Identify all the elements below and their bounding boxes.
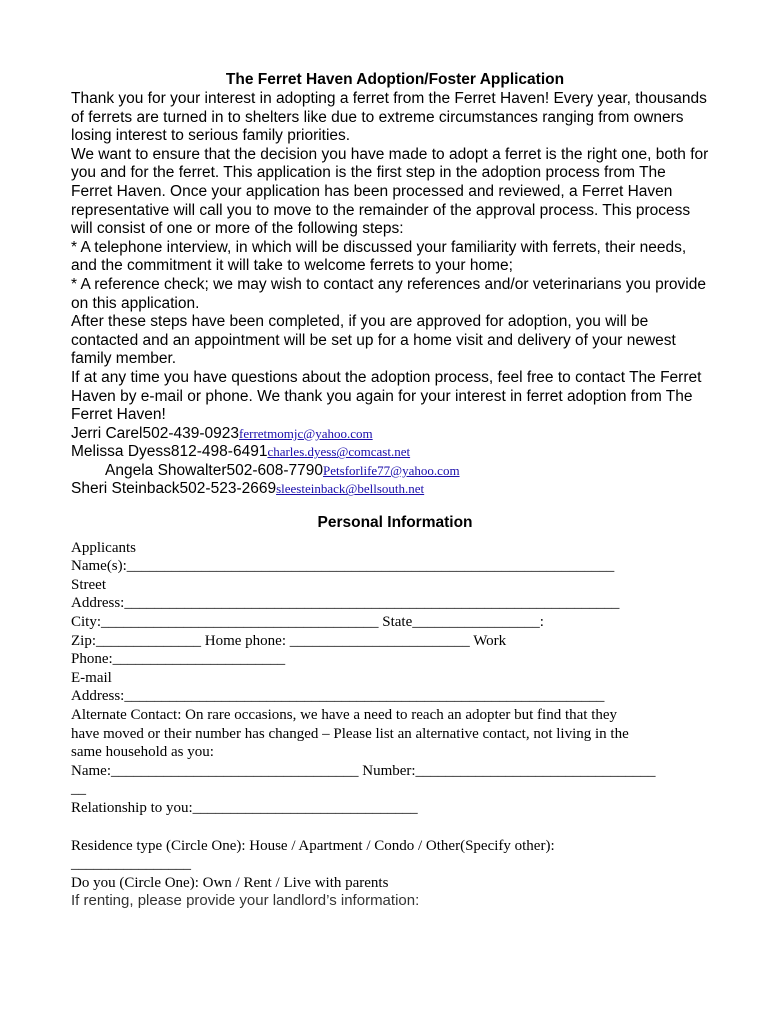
- contact-email-link[interactable]: charles.dyess@comcast.net: [267, 444, 411, 460]
- intro-paragraph-questions: If at any time you have questions about the adoption process, feel free to contact The Ferret Haven by e-mail or phone. We thank you again for your interest in ferret adoption from The Ferret Haven!: [71, 368, 702, 424]
- personal-info-form: [71, 539, 711, 893]
- zip-home-phone-field[interactable]: Zip:______________ Home phone: ________________________ Work: [71, 632, 507, 649]
- email-address-field[interactable]: Address:________________________________________________________________: [71, 688, 605, 705]
- applicants-label: Applicants: [71, 539, 136, 556]
- contact-item: [71, 480, 711, 499]
- contact-name-phone: Angela Showalter502-608-7790: [105, 461, 324, 479]
- contact-name-phone: Melissa Dyess812-498-6491: [71, 443, 268, 461]
- page-title: The Ferret Haven Adoption/Foster Application: [225, 71, 565, 88]
- contact-item: [71, 462, 711, 481]
- application-page: [71, 70, 711, 909]
- intro-paragraph-approval: After these steps have been completed, if you are approved for adoption, you will be contacted and an appointment will be set up for a home visit and delivery of your newest family member.: [71, 313, 676, 368]
- intro-step-reference: * A reference check; we may wish to contact any references and/or veterinarians you provide on this application.: [71, 275, 706, 312]
- alternate-contact-text: same household as you:: [71, 744, 214, 761]
- contact-email-link[interactable]: ferretmomjc@yahoo.com: [239, 425, 373, 441]
- residence-type-text: Residence type (Circle One): House / Apartment / Condo / Other(Specify other):: [71, 837, 555, 854]
- alternate-number-field-cont[interactable]: __: [71, 781, 86, 798]
- contact-item: [71, 443, 711, 462]
- residence-other-field[interactable]: ________________: [71, 856, 191, 873]
- name-field[interactable]: Name(s):_________________________________________________________________: [71, 558, 615, 575]
- contact-email-link[interactable]: Petsforlife77@yahoo.com: [323, 462, 460, 478]
- alternate-name-number-field[interactable]: Name:_________________________________ Number:________________________________: [71, 762, 656, 779]
- intro-step-telephone: * A telephone interview, in which will be discussed your familiarity with ferrets, their needs, and the commitment it will take to welcome ferrets to your home;: [71, 238, 687, 275]
- alternate-contact-text: have moved or their number has changed – Please list an alternative contact, not living in the: [71, 725, 629, 742]
- street-label: Street: [71, 576, 106, 593]
- contact-item: [71, 425, 711, 444]
- alternate-contact-text: Alternate Contact: On rare occasions, we have a need to reach an adopter but find that they: [71, 707, 618, 723]
- contact-name-phone: Jerri Carel502-439-0923: [71, 424, 240, 442]
- intro-paragraph-1: Thank you for your interest in adopting a ferret from the Ferret Haven! Every year, thousands of ferrets are turned in to shelters like due to extreme circumstances ranging from owners losing interest to serious family priorities.: [71, 90, 707, 145]
- landlord-info-text: If renting, please provide your landlord’s information:: [71, 892, 420, 910]
- city-state-field[interactable]: City:_____________________________________ State_________________:: [71, 614, 544, 631]
- contact-email-link[interactable]: sleesteinback@bellsouth.net: [276, 481, 425, 497]
- ownership-text: Do you (Circle One): Own / Rent / Live with parents: [71, 874, 389, 891]
- personal-info-heading: Personal Information: [317, 514, 473, 532]
- intro-text: [71, 90, 711, 425]
- spacer: [71, 818, 711, 837]
- work-phone-field[interactable]: Phone:_______________________: [71, 651, 286, 668]
- relationship-field[interactable]: Relationship to you:______________________________: [71, 799, 418, 816]
- contact-list: [71, 425, 711, 499]
- email-label: E-mail: [71, 669, 112, 686]
- address-field[interactable]: Address:__________________________________________________________________: [71, 595, 620, 612]
- contact-name-phone: Sheri Steinback502-523-2669: [71, 480, 277, 498]
- intro-paragraph-2: We want to ensure that the decision you have made to adopt a ferret is the right one, both for you and for the ferret. This application is the first step in the adoption process from The Ferret Haven. Once your application has been processed and reviewed, a Ferret Haven representative will call you to move to the remainder of the approval process. This process will consist of one or more of the following steps:: [71, 145, 709, 238]
